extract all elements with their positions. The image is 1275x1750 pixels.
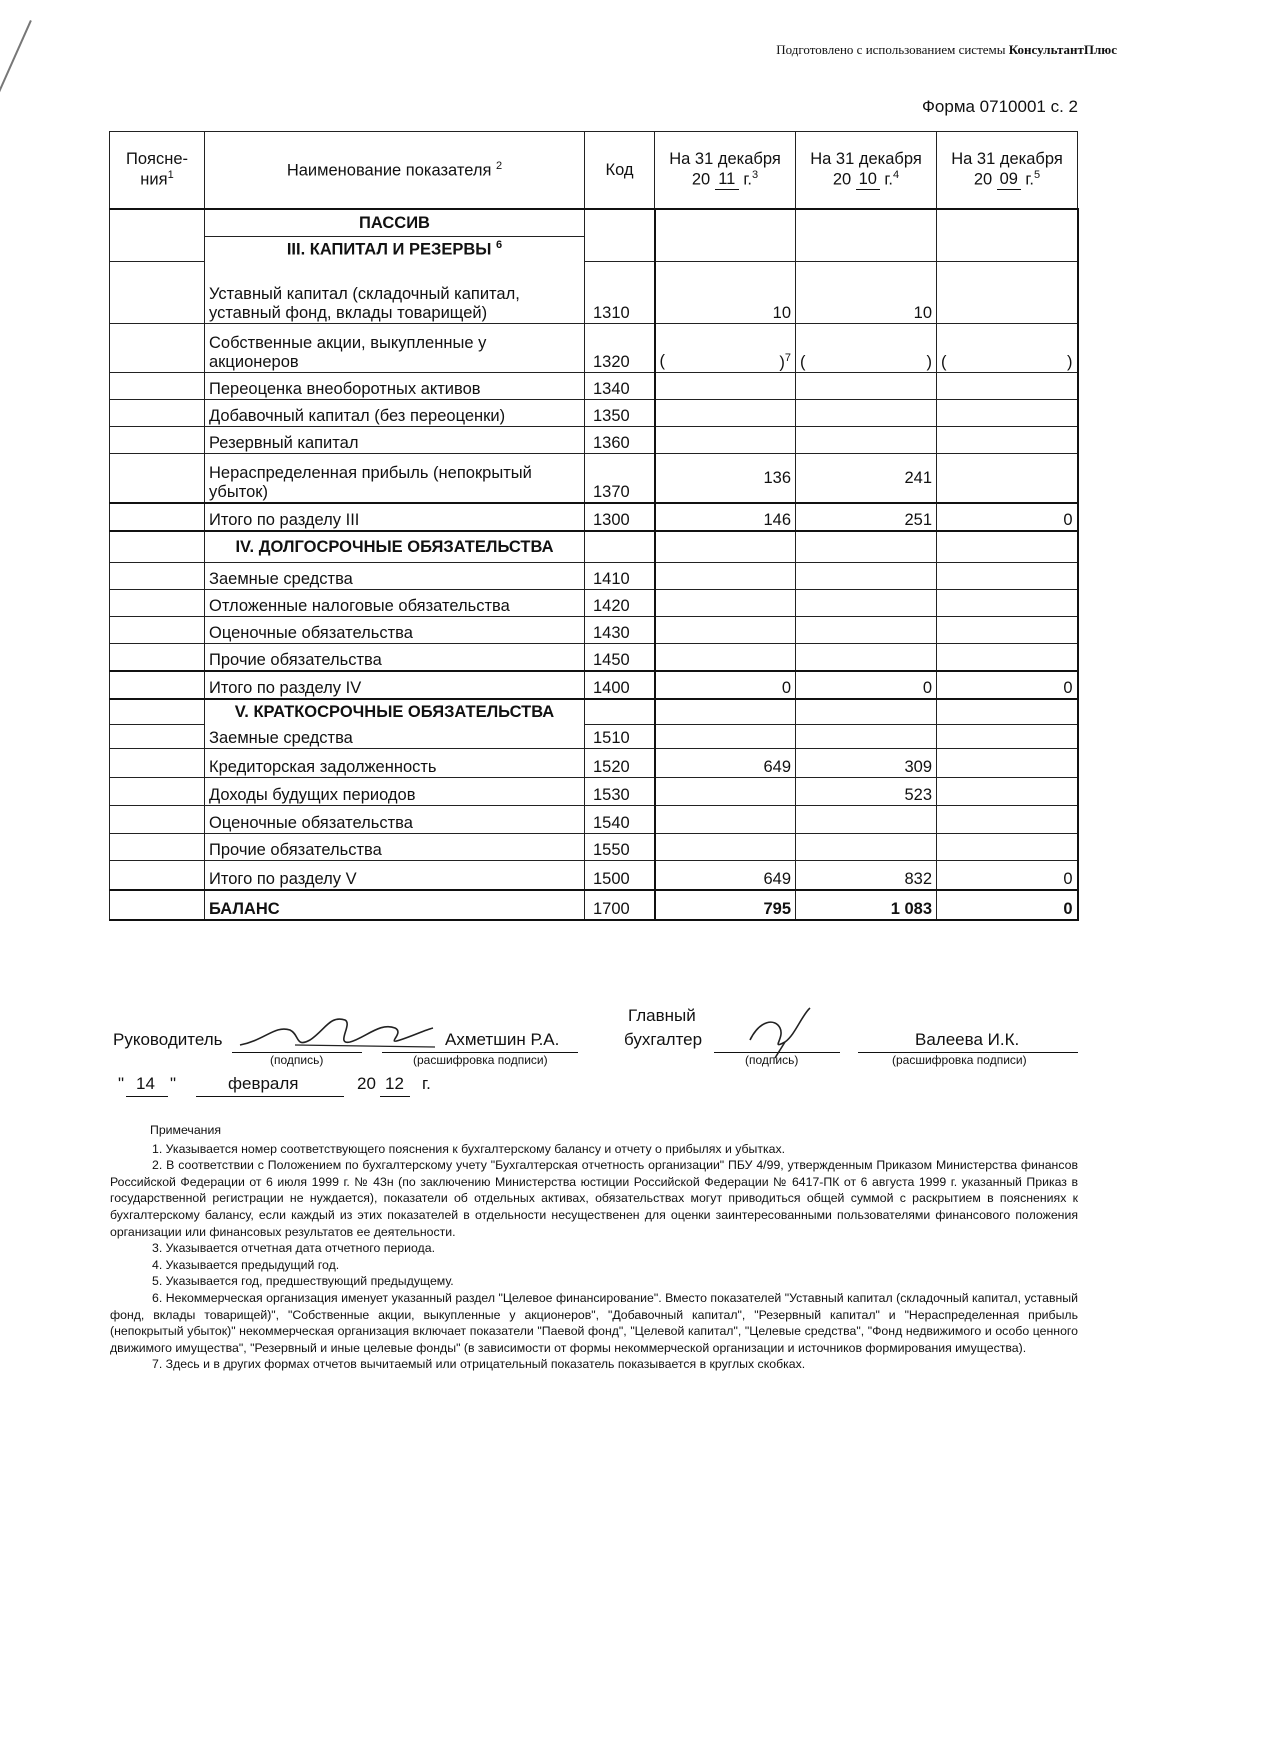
table-row — [110, 890, 1078, 920]
row-code: 1370 — [585, 454, 655, 504]
section5-title: V. КРАТКОСРОЧНЫЕ ОБЯЗАТЕЛЬСТВА — [205, 699, 585, 724]
row-name: Доходы будущих периодов — [205, 778, 585, 806]
note-6: 6. Некоммерческая организация именует указанный раздел "Целевое финансирование". Вместо показателей "Уставный капитал (складочный капитал, уставный фонд, вклады товарищей)", "Собственные акции, выкупленные у акционеров", "Добавочный капитал", "Резервный капитал" и "Нераспределенная прибыль (непокрытый убыток)" некоммерческая организация включает показатели "Паевой фонд", "Целевой капитал", "Целевые средства", "Фонд недвижимого и особо ценного движимого имущества", "Резервный и иные целевые фонды" (в зависимости от формы некоммерческой организации и источников формирования имущества). — [110, 1290, 1078, 1355]
date-year: 12 — [385, 1074, 404, 1093]
table-row — [110, 563, 1078, 590]
head-label: Руководитель — [113, 1030, 223, 1049]
table-row — [110, 400, 1078, 427]
header-2010: На 31 декабря 20 10 г.$^4$ — [796, 132, 937, 210]
table-row — [110, 778, 1078, 806]
row-code: 1350 — [585, 400, 655, 427]
table-row — [110, 617, 1078, 644]
date-day-line — [126, 1096, 168, 1097]
section4-title: IV. ДОЛГОСРОЧНЫЕ ОБЯЗАТЕЛЬСТВА — [205, 531, 585, 563]
row-name: Уставный капитал (складочный капитал, уставный фонд, вклады товарищей) — [205, 261, 585, 324]
table-row — [110, 261, 1078, 324]
date-quote-open: " — [118, 1074, 125, 1093]
row-code: 1310 — [585, 261, 655, 324]
table-row — [110, 503, 1078, 531]
note-4: 4. Указывается предыдущий год. — [152, 1257, 340, 1272]
row-name: Оценочные обязательства — [205, 806, 585, 834]
scan-edge-mark — [0, 20, 32, 167]
value-2011: 649 — [655, 861, 796, 891]
value-2011: 10 — [655, 261, 796, 324]
head-signature-icon — [235, 1000, 435, 1060]
table-header-row — [110, 132, 1078, 210]
value-2010: 832 — [796, 861, 937, 891]
header-code: Код — [585, 132, 655, 210]
row-name: Прочие обязательства — [205, 834, 585, 861]
row-code: 1320 — [585, 324, 655, 373]
table-row — [110, 209, 1078, 237]
value-2009: 0 — [937, 890, 1078, 920]
value-2010: 10 — [796, 261, 937, 324]
value-2009 — [937, 454, 1078, 504]
note-7: 7. Здесь и в других формах отчетов вычитаемый или отрицательный показатель показывается в круглых скобках. — [152, 1357, 806, 1372]
row-name: Собственные акции, выкупленные у акционеров — [205, 324, 585, 373]
date-year-prefix: 20 — [357, 1074, 376, 1093]
chief-name-caption: (расшифровка подписи) — [892, 1053, 1027, 1067]
row-name: Итого по разделу V — [205, 861, 585, 891]
row-code: 1360 — [585, 427, 655, 454]
date-month-line — [196, 1096, 344, 1097]
notes — [110, 1122, 1078, 1373]
chief-sign-caption: (подпись) — [745, 1053, 799, 1067]
table-row — [110, 724, 1078, 749]
form-id: Форма 0710001 с. 2 — [921, 97, 1078, 116]
value-2009 — [937, 261, 1078, 324]
row-name: Резервный капитал — [205, 427, 585, 454]
value-2011: 146 — [655, 503, 796, 531]
row-code: 1550 — [585, 834, 655, 861]
value-2009: 0 — [937, 671, 1078, 699]
row-name: БАЛАНС — [205, 890, 585, 920]
value-2011: ( )$^7$ — [655, 324, 796, 373]
table-row — [110, 373, 1078, 400]
value-2011: 0 — [655, 671, 796, 699]
row-name: Кредиторская задолженность — [205, 749, 585, 778]
table-row — [110, 324, 1078, 373]
date-suffix: г. — [422, 1074, 431, 1093]
passive-title: ПАССИВ — [205, 209, 585, 237]
value-2009: 0 — [937, 861, 1078, 891]
notes-title: Примечания — [150, 1123, 221, 1137]
balance-table — [109, 131, 1079, 921]
row-name: Добавочный капитал (без переоценки) — [205, 400, 585, 427]
row-code: 1530 — [585, 778, 655, 806]
consultant-header: Подготовлено с использованием системы КонсультантПлюс — [776, 42, 1117, 57]
table-row — [110, 590, 1078, 617]
value-2010: 251 — [796, 503, 937, 531]
value-2010: 241 — [796, 454, 937, 504]
chief-name: Валеева И.К. — [915, 1030, 1020, 1049]
date-day: 14 — [136, 1074, 155, 1093]
row-name: Заемные средства — [205, 724, 585, 749]
chief-label-2: бухгалтер — [624, 1030, 703, 1049]
date-month: февраля — [228, 1074, 299, 1093]
note-3: 3. Указывается отчетная дата отчетного периода. — [152, 1241, 435, 1256]
row-name: Заемные средства — [205, 563, 585, 590]
table-row — [110, 861, 1078, 891]
header-indicator: Наименование показателя $^2$ — [205, 132, 585, 210]
date-quote-close: " — [170, 1074, 177, 1093]
row-name: Итого по разделу III — [205, 503, 585, 531]
table-row — [110, 671, 1078, 699]
value-2011: 795 — [655, 890, 796, 920]
header-notes: Поясне-ния$^1$ — [110, 132, 205, 210]
value-2011: 136 — [655, 454, 796, 504]
table-row — [110, 699, 1078, 724]
table-row — [110, 806, 1078, 834]
row-name: Итого по разделу IV — [205, 671, 585, 699]
head-name: Ахметшин Р.А. — [445, 1030, 560, 1049]
consultant-brand: КонсультантПлюс — [1008, 42, 1117, 57]
note-5: 5. Указывается год, предшествующий предыдущему. — [152, 1274, 454, 1289]
row-code: 1520 — [585, 749, 655, 778]
section3-title: III. КАПИТАЛ И РЕЗЕРВЫ $^6$ — [205, 237, 585, 262]
row-code: 1340 — [585, 373, 655, 400]
table-row — [110, 834, 1078, 861]
table-row — [110, 427, 1078, 454]
header-2011: На 31 декабря 20 11 г.$^3$ — [655, 132, 796, 210]
head-sign-caption: (подпись) — [270, 1053, 324, 1067]
table-row — [110, 644, 1078, 672]
row-name: Прочие обязательства — [205, 644, 585, 672]
row-code: 1430 — [585, 617, 655, 644]
chief-label-1: Главный — [628, 1006, 696, 1025]
row-code: 1700 — [585, 890, 655, 920]
row-name: Отложенные налоговые обязательства — [205, 590, 585, 617]
row-code: 1400 — [585, 671, 655, 699]
row-code: 1450 — [585, 644, 655, 672]
value-2009: 0 — [937, 503, 1078, 531]
header-2009: На 31 декабря 20 09 г.$^5$ — [937, 132, 1078, 210]
value-2010: 0 — [796, 671, 937, 699]
value-2009 — [937, 749, 1078, 778]
date-year-line — [380, 1096, 410, 1097]
row-code: 1500 — [585, 861, 655, 891]
note-2: 2. В соответствии с Положением по бухгалтерскому учету "Бухгалтерская отчетность организации" ПБУ 4/99, утвержденным Приказом Министерства финансов Российской Федерации от 6 июля 1999 г. № 43н (по заключению Министерства юстиции Российской Федерации № 6417-ПК от 6 августа 1999 г. указанный Приказ в государственной регистрации не нуждается), показатели об отдельных активах, обязательствах могут приводиться общей суммой с раскрытием в пояснениях к бухгалтерскому балансу, если каждый из этих показателей в отдельности несущественен для оценки заинтересованными пользователями финансового положения организации или финансовых результатов ее деятельности. — [110, 1158, 1078, 1239]
table-row — [110, 749, 1078, 778]
row-code: 1510 — [585, 724, 655, 749]
value-2010: 1 083 — [796, 890, 937, 920]
row-code: 1410 — [585, 563, 655, 590]
head-name-caption: (расшифровка подписи) — [413, 1053, 548, 1067]
value-2010: 309 — [796, 749, 937, 778]
row-code: 1300 — [585, 503, 655, 531]
value-2009: ( ) — [937, 324, 1078, 373]
value-2010: 523 — [796, 778, 937, 806]
table-row — [110, 531, 1078, 563]
value-2011 — [655, 778, 796, 806]
row-code: 1420 — [585, 590, 655, 617]
table-row — [110, 454, 1078, 504]
row-name: Переоценка внеоборотных активов — [205, 373, 585, 400]
note-1: 1. Указывается номер соответствующего пояснения к бухгалтерскому балансу и отчету о прибылях и убытках. — [152, 1141, 786, 1156]
value-2010: ( ) — [796, 324, 937, 373]
value-2011: 649 — [655, 749, 796, 778]
chief-signature-icon — [740, 1000, 830, 1060]
row-code: 1540 — [585, 806, 655, 834]
row-name: Оценочные обязательства — [205, 617, 585, 644]
value-2009 — [937, 778, 1078, 806]
row-name: Нераспределенная прибыль (непокрытый убыток) — [205, 454, 585, 504]
